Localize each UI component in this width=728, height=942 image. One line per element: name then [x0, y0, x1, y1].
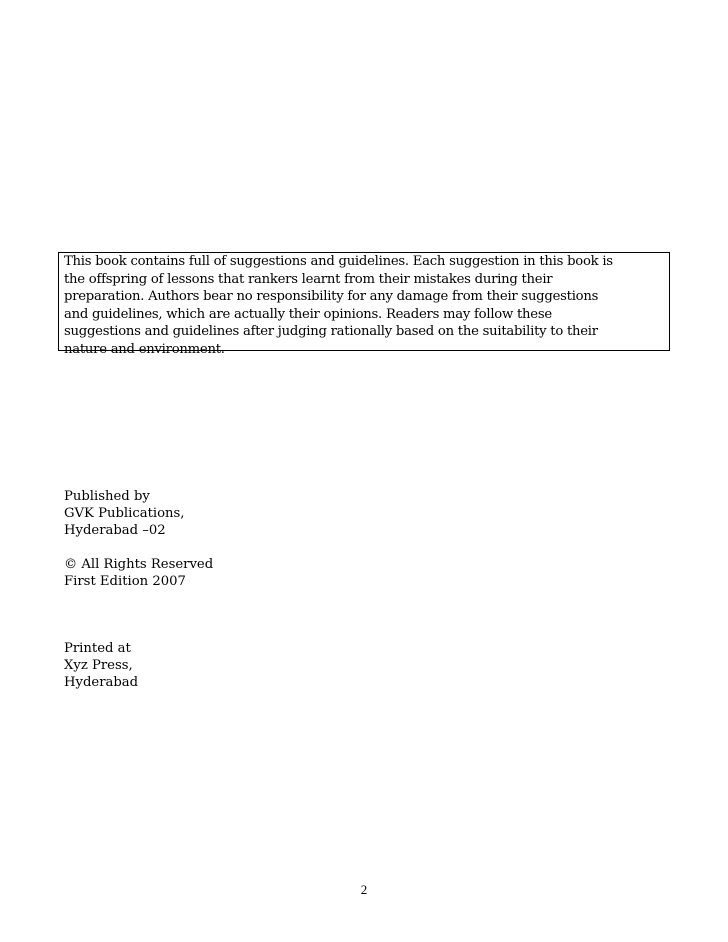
- page-number: 2: [360, 882, 368, 897]
- publisher-city: Hyderabad –02: [64, 523, 166, 538]
- disclaimer-line: suggestions and guidelines after judging rationally based on the suitability to their: [64, 324, 598, 339]
- disclaimer-line: the offspring of lessons that rankers learnt from their mistakes during their: [64, 271, 553, 287]
- printer-block: [64, 640, 138, 691]
- publisher-block: [64, 488, 185, 539]
- disclaimer-paragraph: [64, 253, 665, 358]
- disclaimer-line: nature and environment.: [64, 341, 225, 357]
- printer-name: Xyz Press,: [64, 658, 133, 673]
- disclaimer-line: This book contains full of suggestions and guidelines. Each suggestion in this book is: [64, 254, 613, 269]
- printer-city: Hyderabad: [64, 675, 139, 690]
- edition-info: First Edition 2007: [64, 574, 186, 589]
- disclaimer-line: preparation. Authors bear no responsibility for any damage from their suggestions: [64, 289, 599, 304]
- printer-label: Printed at: [64, 641, 131, 656]
- publisher-name: GVK Publications,: [64, 506, 185, 521]
- publisher-label: Published by: [64, 489, 150, 504]
- copyright-notice: © All Rights Reserved: [64, 557, 214, 572]
- disclaimer-line: and guidelines, which are actually their opinions. Readers may follow these: [64, 306, 552, 322]
- rights-block: [64, 556, 213, 590]
- disclaimer-box: [58, 252, 670, 357]
